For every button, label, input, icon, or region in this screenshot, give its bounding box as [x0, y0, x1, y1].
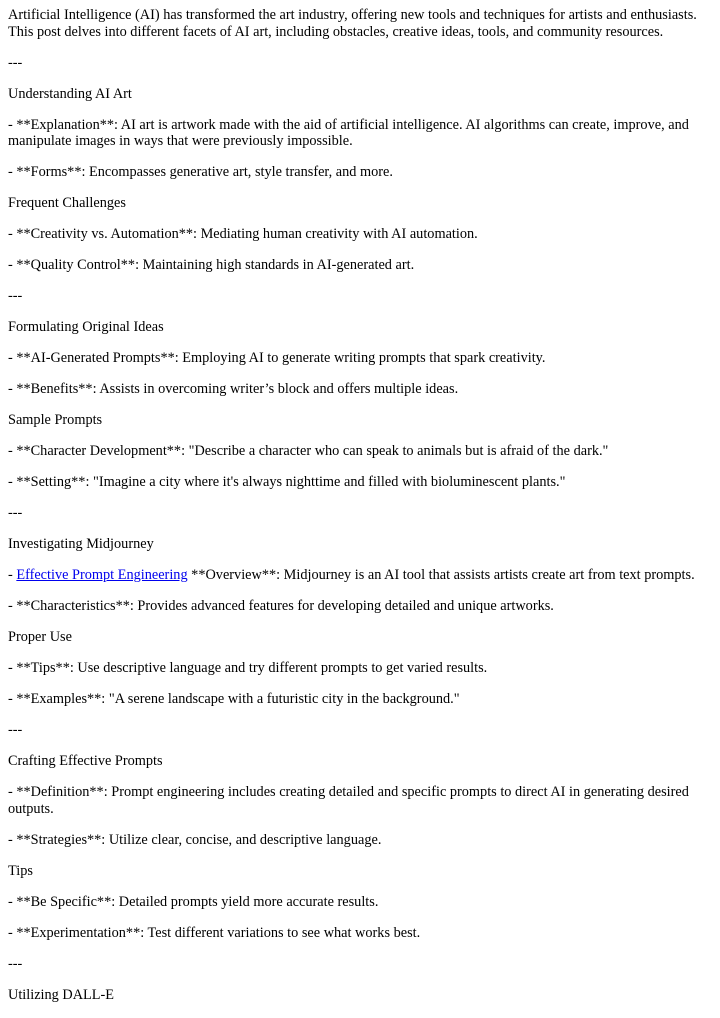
bullet-paragraph: - **Forms**: Encompasses generative art, style transfer, and more.: [8, 164, 393, 180]
prompt-engineering-link[interactable]: Effective Prompt Engineering: [16, 567, 188, 583]
section-divider: ---: [8, 54, 23, 71]
bullet-prefix: -: [8, 567, 17, 583]
paragraph-text: **Overview**: Midjourney is an AI tool that assists artists create art from text prompts.: [187, 567, 695, 583]
text-paragraph: Crafting Effective Prompts: [8, 753, 163, 769]
bullet-paragraph: - **Examples**: "A serene landscape with a futuristic city in the background.": [8, 691, 460, 707]
text-paragraph: Tips: [8, 862, 33, 879]
bullet-paragraph: - **Quality Control**: Maintaining high standards in AI-generated art.: [8, 257, 415, 273]
bullet-paragraph: - **Explanation**: AI art is artwork made with the aid of artificial intelligence. AI algorithms can create, improve, and manipulate images in ways that were previously impossible.: [8, 116, 689, 149]
section-divider: ---: [8, 955, 23, 972]
text-paragraph: Proper Use: [8, 629, 72, 645]
section-divider: ---: [8, 505, 23, 521]
text-paragraph: Utilizing DALL-E: [8, 986, 115, 1003]
text-paragraph: Formulating Original Ideas: [8, 319, 164, 335]
bullet-paragraph: - **Benefits**: Assists in overcoming writer’s block and offers multiple ideas.: [8, 381, 459, 397]
bullet-paragraph: - **Be Specific**: Detailed prompts yield more accurate results.: [8, 893, 379, 910]
bullet-paragraph: - **Experimentation**: Test different variations to see what works best.: [8, 924, 421, 941]
section-divider: ---: [8, 288, 23, 304]
bullet-paragraph: - **Character Development**: "Describe a character who can speak to animals but is afraid of the dark.": [8, 443, 609, 459]
text-paragraph: Frequent Challenges: [8, 195, 126, 211]
bullet-paragraph: - **Creativity vs. Automation**: Mediating human creativity with AI automation.: [8, 226, 478, 242]
bullet-paragraph: - **Definition**: Prompt engineering includes creating detailed and specific prompts to direct AI in generating desired outputs.: [8, 784, 689, 817]
bullet-paragraph: - **Tips**: Use descriptive language and try different prompts to get varied results.: [8, 660, 488, 676]
bullet-paragraph: [8, 567, 712, 584]
bullet-paragraph: - **Setting**: "Imagine a city where it's always nighttime and filled with bioluminescent plants.": [8, 474, 566, 490]
bullet-paragraph: - **AI-Generated Prompts**: Employing AI to generate writing prompts that spark creativity.: [8, 350, 546, 366]
text-paragraph: Artificial Intelligence (AI) has transformed the art industry, offering new tools and techniques for artists and enthusiasts. This post delves into different facets of AI art, including obstacles, creative ideas, tools, and community resources.: [8, 7, 697, 40]
section-divider: ---: [8, 722, 23, 738]
text-paragraph: Sample Prompts: [8, 412, 103, 428]
bullet-paragraph: - **Characteristics**: Provides advanced features for developing detailed and unique artworks.: [8, 598, 554, 614]
bullet-paragraph: - **Strategies**: Utilize clear, concise, and descriptive language.: [8, 831, 382, 848]
text-paragraph: Investigating Midjourney: [8, 536, 154, 552]
text-paragraph: Understanding AI Art: [8, 85, 132, 102]
